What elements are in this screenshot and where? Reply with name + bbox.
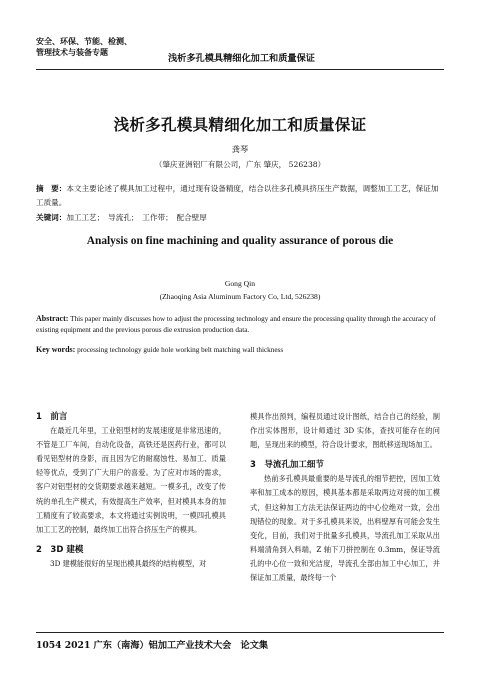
intro-paragraph: 在最近几年里，工业铝型材的发展速度是非常迅速的，不管是工厂车间，自动化设备，高铁还是医药行业，都可以看见铝型材的身影，而且因为它的耐腐蚀性、易加工、质量轻等优点，受到了广大用户的喜爱。为了应对市场的需求，客户对铝型材的交货期要求越来越短。一模多孔，改变了传统的单孔生产模式，有效提高生产效率，但对模具本身的加工精度有了较高要求，本文将通过实例说明，一模四孔模具加工工艺的控制，最终加工出符合挤压生产的模具。	[36, 426, 226, 534]
paper-title-cn: 浅析多孔模具精细化加工和质量保证	[113, 115, 367, 134]
body-left-column	[36, 410, 226, 571]
header-divider	[36, 69, 444, 70]
paper-title-en: Analysis on fine machining and quality assurance of porous die	[86, 235, 394, 247]
keywords-cn	[36, 211, 444, 225]
page-footer: 1054 2021 广东（南海）铝加工产业技术大会 论文集	[36, 640, 269, 651]
body-right-column	[250, 410, 440, 585]
keywords-cn-text: 加工工艺； 导流孔； 工作带； 配合壁厚	[66, 213, 207, 222]
keywords-en-text: processing technology guide hole working belt matching wall thickness	[77, 346, 284, 354]
guide-hole-paragraph: 热前多孔模具最重要的是导流孔的细节把控，因加工效率和加工成本的原因，模具基本都是采取两边对接的加工模式，但这种加工方法无法保证两边的中心位绝对一致，会出现错位的现象。对于多孔模具来说，出料壁厚有可能会发生变化，目前，我们对于批量多孔模具，导流孔加工采取从出料端清角到入料端，Z 轴下刀拼控制在 0.3mm，保证导流孔的中心位一致和光洁度，导流孔全部由加工中心加工，并保证加工质量，最终每一个	[250, 474, 440, 583]
abstract-en-label: Abstract:	[36, 314, 69, 323]
keywords-cn-label: 关键词：	[36, 213, 67, 222]
header-article-title: 浅析多孔模具精细化加工和质量保证	[168, 53, 315, 64]
keywords-en-label: Key words:	[36, 345, 76, 354]
abstract-cn-label: 摘 要：	[36, 184, 67, 193]
keywords-en	[36, 345, 444, 356]
running-header	[36, 36, 444, 68]
author-en: Gong Qin	[224, 279, 256, 288]
section-heading-intro: 1 前言	[36, 412, 68, 422]
header-section-line1: 安全、环保、节能、检测、	[36, 36, 132, 46]
abstract-en	[36, 314, 444, 335]
modeling-paragraph-continued: 模具作出预判，编程员通过设计图纸，结合自己的经验，制作出实体图形，设计师通过 3D 实体，查找可能存在的问题，呈现出来的模型，符合设计要求，图纸移送现场加工。	[250, 412, 440, 450]
section-heading-3d-modeling: 2 3D 建模	[36, 544, 84, 555]
abstract-cn-text: 本文主要论述了模具加工过程中，通过现有设备精度，结合以往多孔模具挤压生产数据，调整加工工艺，保证加工质量。	[36, 184, 439, 207]
header-section-line2: 管理技术与装备专题	[36, 47, 108, 57]
footer-divider	[36, 632, 444, 633]
author-cn: 龚琴	[231, 144, 249, 154]
modeling-paragraph: 3D 建模能很好的呈现出模具最终的结构模型，对	[50, 558, 207, 568]
section-heading-guide-hole: 3 导流孔加工细节	[250, 460, 324, 471]
affiliation-en: (Zhaoqing Asia Aluminum Factory Co, Ltd, 526238)	[159, 292, 321, 301]
header-section-label	[36, 36, 132, 58]
abstract-cn	[36, 182, 444, 210]
affiliation-cn: （肇庆亚洲铝厂有限公司，广东 肇庆， 526238）	[154, 160, 326, 169]
abstract-en-text: This paper mainly discusses how to adjust the processing technology and ensure the processing quality through the accuracy of existing equipment and the previous porous die extrusion production data.	[36, 315, 436, 334]
